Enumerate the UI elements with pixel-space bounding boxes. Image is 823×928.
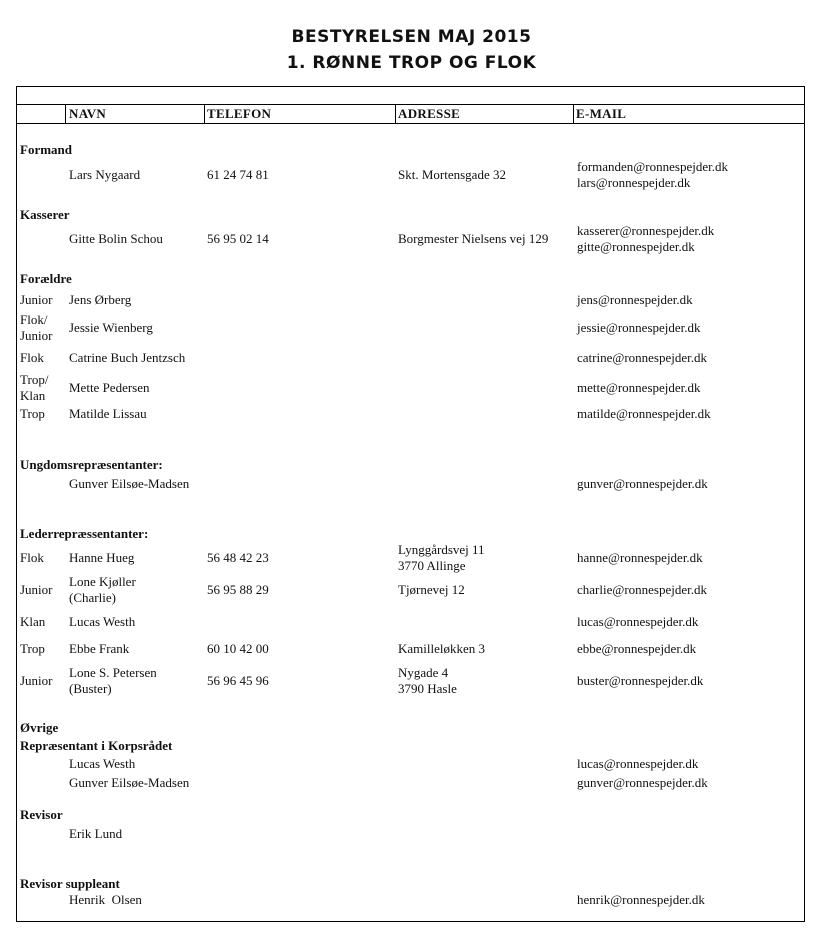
member-email-link[interactable]: henrik@ronnespejder.dk — [577, 892, 705, 907]
member-role: Flok — [20, 350, 44, 365]
member-phone: 56 95 88 29 — [207, 582, 269, 597]
member-email-link[interactable]: lucas@ronnespejder.dk — [577, 614, 699, 629]
page-subtitle: 1. RØNNE TROP OG FLOK — [286, 53, 537, 73]
member-phone: 56 95 02 14 — [207, 231, 269, 246]
member-address: Lynggårdsvej 11 — [398, 542, 485, 557]
member-name: Jens Ørberg — [69, 292, 132, 307]
member-name: Lone Kjøller — [69, 574, 136, 589]
member-email-link[interactable]: ebbe@ronnespejder.dk — [577, 641, 697, 656]
member-email-link[interactable]: matilde@ronnespejder.dk — [577, 406, 711, 421]
member-name: Erik Lund — [69, 826, 123, 841]
section-leder: Lederrepræssentanter: — [20, 526, 149, 541]
member-role: Klan — [20, 614, 46, 629]
member-role: Junior — [20, 673, 53, 688]
member-email-link[interactable]: jens@ronnespejder.dk — [577, 292, 693, 307]
section-kasserer: Kasserer — [20, 207, 70, 222]
member-name: Catrine Buch Jentzsch — [69, 350, 186, 365]
member-address: Tjørnevej 12 — [398, 582, 465, 597]
section-revisor-suppleant: Revisor suppleant — [20, 876, 120, 891]
section-foraeldre: Forældre — [20, 271, 72, 286]
member-role: Junior — [20, 292, 53, 307]
member-role: Flok/ — [20, 312, 48, 327]
page-title: BESTYRELSEN MAJ 2015 — [291, 27, 532, 47]
member-name: Gitte Bolin Schou — [69, 231, 163, 246]
member-name: (Buster) — [69, 681, 112, 696]
column-header-address: ADRESSE — [398, 106, 461, 121]
header-bottom-rule — [17, 123, 804, 124]
member-address: Skt. Mortensgade 32 — [398, 167, 506, 182]
column-divider — [573, 105, 574, 123]
member-email-link[interactable]: kasserer@ronnespejder.dk — [577, 223, 715, 238]
member-role: Flok — [20, 550, 44, 565]
member-email-link[interactable]: formanden@ronnespejder.dk — [577, 159, 728, 174]
member-email-link[interactable]: mette@ronnespejder.dk — [577, 380, 701, 395]
section-oevrige: Øvrige — [20, 720, 59, 735]
column-header-name: NAVN — [69, 106, 107, 121]
column-header-phone: TELEFON — [207, 106, 272, 121]
member-email-link[interactable]: gunver@ronnespejder.dk — [577, 476, 708, 491]
column-header-email: E-MAIL — [576, 106, 627, 121]
member-phone: 56 48 42 23 — [207, 550, 269, 565]
member-name: Lars Nygaard — [69, 167, 141, 182]
member-email-link[interactable]: gitte@ronnespejder.dk — [577, 239, 695, 254]
member-name: Matilde Lissau — [69, 406, 147, 421]
member-name: Gunver Eilsøe-Madsen — [69, 775, 190, 790]
section-korpsraad: Repræsentant i Korpsrådet — [20, 738, 173, 753]
section-revisor: Revisor — [20, 807, 63, 822]
member-name: (Charlie) — [69, 590, 116, 605]
member-address: 3770 Allinge — [398, 558, 466, 573]
member-email-link[interactable]: charlie@ronnespejder.dk — [577, 582, 708, 597]
member-email-link[interactable]: hanne@ronnespejder.dk — [577, 550, 703, 565]
member-email-link[interactable]: lucas@ronnespejder.dk — [577, 756, 699, 771]
member-email-link[interactable]: lars@ronnespejder.dk — [577, 175, 691, 190]
board-table — [16, 86, 805, 922]
member-role: Junior — [20, 582, 53, 597]
member-address: 3790 Hasle — [398, 681, 457, 696]
header-top-rule — [17, 104, 804, 105]
member-name: Ebbe Frank — [69, 641, 130, 656]
member-name: Henrik Olsen — [69, 892, 142, 907]
member-role: Trop — [20, 641, 45, 656]
member-name: Lucas Westh — [69, 756, 136, 771]
member-address: Nygade 4 — [398, 665, 449, 680]
member-phone: 61 24 74 81 — [207, 167, 269, 182]
member-role: Junior — [20, 328, 53, 343]
column-divider — [65, 105, 66, 123]
member-role: Klan — [20, 388, 46, 403]
member-email-link[interactable]: buster@ronnespejder.dk — [577, 673, 704, 688]
member-role: Trop — [20, 406, 45, 421]
member-email-link[interactable]: gunver@ronnespejder.dk — [577, 775, 708, 790]
column-divider — [204, 105, 205, 123]
member-name: Jessie Wienberg — [69, 320, 153, 335]
member-name: Lucas Westh — [69, 614, 136, 629]
member-role: Trop/ — [20, 372, 49, 387]
member-name: Hanne Hueg — [69, 550, 135, 565]
member-name: Lone S. Petersen — [69, 665, 157, 680]
member-email-link[interactable]: jessie@ronnespejder.dk — [577, 320, 701, 335]
section-ungdom: Ungdomsrepræsentanter: — [20, 457, 163, 472]
member-name: Mette Pedersen — [69, 380, 150, 395]
member-phone: 60 10 42 00 — [207, 641, 269, 656]
member-email-link[interactable]: catrine@ronnespejder.dk — [577, 350, 708, 365]
member-address: Kamilleløkken 3 — [398, 641, 486, 656]
member-phone: 56 96 45 96 — [207, 673, 269, 688]
member-address: Borgmester Nielsens vej 129 — [398, 231, 549, 246]
column-divider — [395, 105, 396, 123]
section-formand: Formand — [20, 142, 72, 157]
member-name: Gunver Eilsøe-Madsen — [69, 476, 190, 491]
